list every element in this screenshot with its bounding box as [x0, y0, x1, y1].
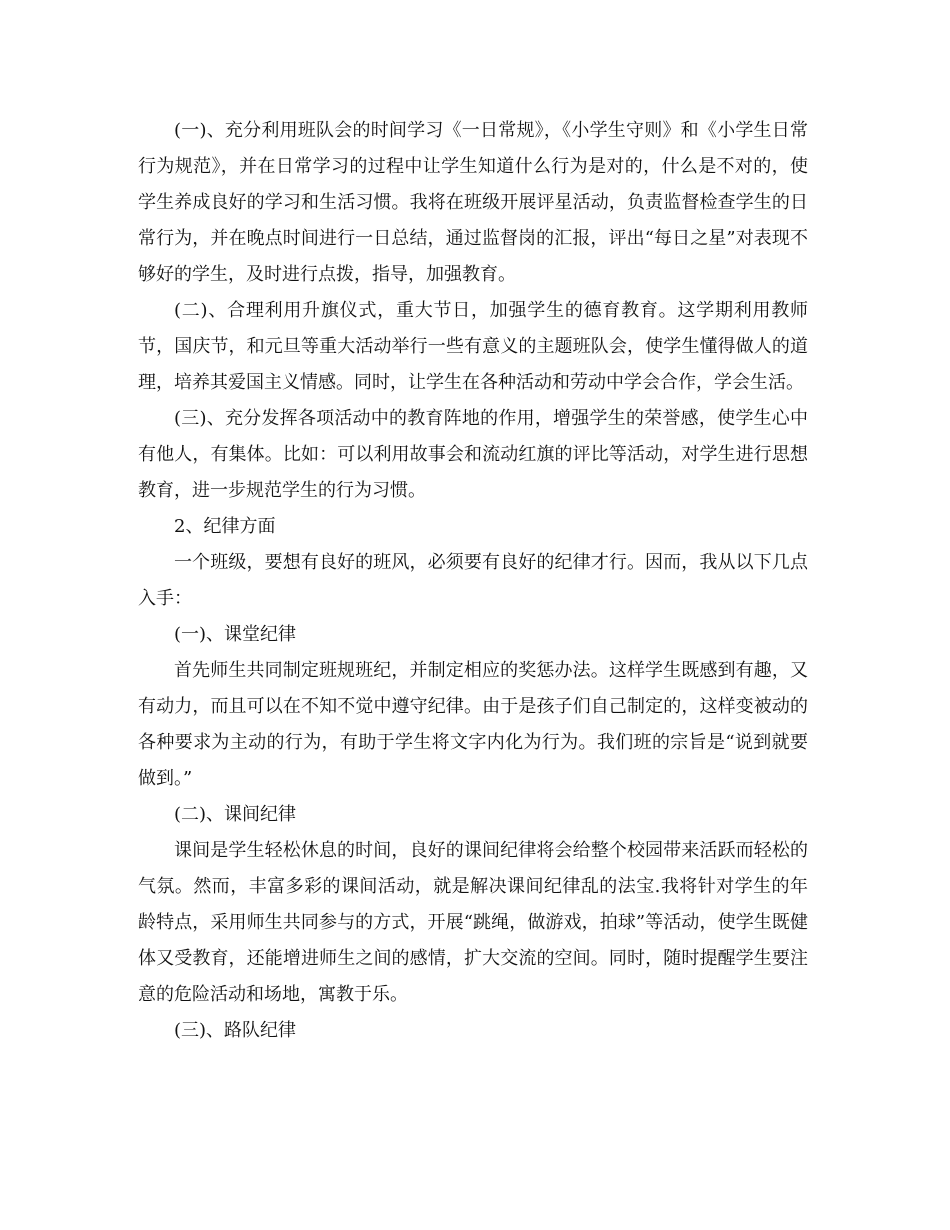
paragraph-discipline-intro: 一个班级，要想有良好的班风，必须要有良好的纪律才行。因而，我从以下几点入手： — [138, 552, 808, 609]
subheading-line-discipline: (三)、路队纪律 — [174, 1020, 297, 1041]
paragraph-activity-education: (三)、充分发挥各项活动中的教育阵地的作用，增强学生的荣誉感，使学生心中有他人，有集体。比如：可以利用故事会和流动红旗的评比等活动，对学生进行思想教育，进一步规范学生的行为习惯。 — [138, 408, 808, 501]
paragraph-conduct-rules: (一)、充分利用班队会的时间学习《一日常规》，《小学生守则》和《小学生日常行为规范》，并在日常学习的过程中让学生知道什么行为是对的，什么是不对的，使学生养成良好的学习和生活习惯。我将在班级开展评星活动，负责监督检查学生的日常行为，并在晚点时间进行一日总结，通过监督岗的汇报，评出“每日之星”对表现不够好的学生，及时进行点拨，指导，加强教育。 — [138, 120, 808, 285]
subheading-classroom-discipline: (一)、课堂纪律 — [174, 624, 297, 645]
paragraph-moral-education: (二)、合理利用升旗仪式，重大节日，加强学生的德育教育。这学期利用教师节，国庆节，和元旦等重大活动举行一些有意义的主题班队会，使学生懂得做人的道理，培养其爱国主义情感。同时，让学生在各种活动和劳动中学会合作，学会生活。 — [138, 300, 808, 393]
section-heading-discipline: 2、纪律方面 — [174, 516, 276, 537]
document-body — [138, 113, 808, 1049]
subheading-recess-discipline: (二)、课间纪律 — [174, 804, 297, 825]
paragraph-classroom-discipline: 首先师生共同制定班规班纪，并制定相应的奖惩办法。这样学生既感到有趣，又有动力，而且可以在不知不觉中遵守纪律。由于是孩子们自己制定的，这样变被动的各种要求为主动的行为，有助于学生将文字内化为行为。我们班的宗旨是“说到就要做到。” — [138, 660, 808, 789]
paragraph-recess-discipline: 课间是学生轻松休息的时间，良好的课间纪律将会给整个校园带来活跃而轻松的气氛。然而，丰富多彩的课间活动，就是解决课间纪律乱的法宝.我将针对学生的年龄特点，采用师生共同参与的方式，开展“跳绳，做游戏，拍球”等活动，使学生既健体又受教育，还能增进师生之间的感情，扩大交流的空间。同时，随时提醒学生要注意的危险活动和场地，寓教于乐。 — [138, 840, 808, 1005]
